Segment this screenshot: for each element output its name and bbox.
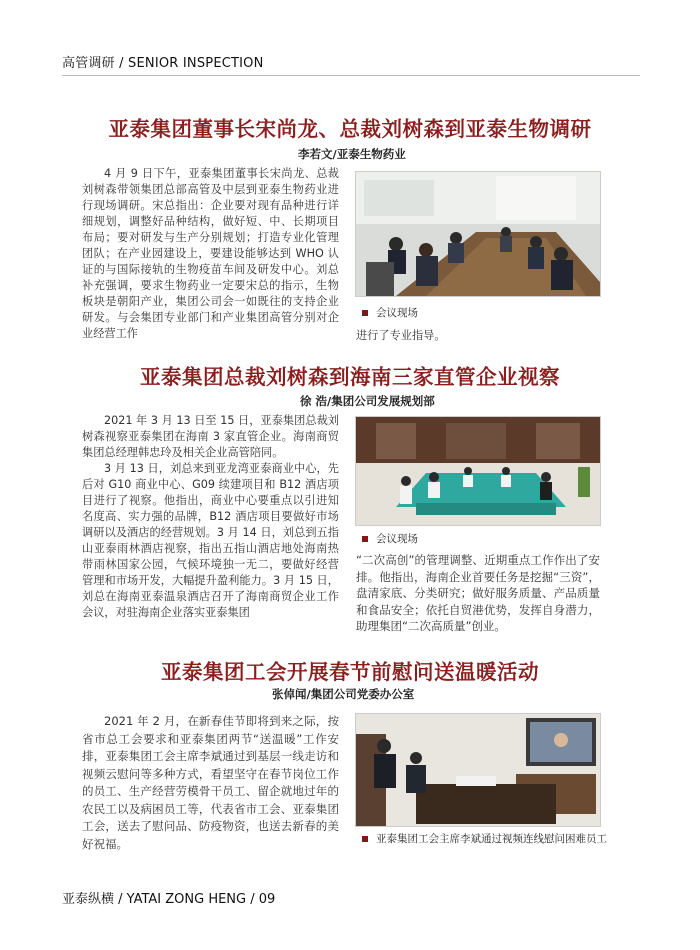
- article-2-body: [82, 413, 339, 621]
- article-2-title: 亚泰集团总裁刘树森到海南三家直管企业视察: [140, 365, 560, 389]
- caption-text: 会议现场: [376, 533, 418, 545]
- article-1-photo: [355, 171, 601, 297]
- article-1-byline: 李若文/亚泰生物药业: [298, 147, 406, 161]
- article-2-photo: [355, 416, 601, 526]
- caption-text: 会议现场: [376, 307, 418, 319]
- article-3-body: 2021 年 2 月，在新春佳节即将到来之际，按省市总工会要求和亚泰集团两节“送温暖”工作安排，亚泰集团工会主席李斌通过到基层一线走访和视频云慰问等多种方式，看望坚守在春节岗位工作的员工、生产经营劳模骨干员工、留企就地过年的农民工以及病困员工等，代表省市工会、亚泰集团工会，送去了慰问品、防疫物资，也送去新春的美好祝福。: [82, 714, 339, 851]
- article-1-caption: [362, 305, 418, 320]
- article-2-byline: 徐 浩/集团公司发展规划部: [300, 394, 435, 408]
- article-3-title: 亚泰集团工会开展春节前慰问送温暖活动: [161, 660, 539, 684]
- caption-marker-icon: [362, 310, 368, 316]
- conference-table-photo: [356, 417, 600, 525]
- video-call-photo: [356, 714, 600, 826]
- page-header: 高管调研 / SENIOR INSPECTION: [62, 56, 264, 71]
- meeting-room-photo: [356, 172, 600, 296]
- article-2-paragraph-1: 2021 年 3 月 13 日至 15 日，亚泰集团总裁刘树森视察亚泰集团在海南 3 家直管企业。海南商贸集团总经理韩忠玲及相关企业高管陪同。: [82, 414, 339, 459]
- caption-marker-icon: [362, 536, 368, 542]
- article-2-paragraph-2: 3 月 13 日，刘总来到亚龙湾亚泰商业中心，先后对 G10 商业中心、G09 续建项目和 B12 酒店项目进行了视察。他指出，商业中心要重点以引进知名度高、实力强的品牌，B12 酒店项目要做好市场调研以及酒店的经营规划。3 月 14 日，刘总到五指山亚泰雨林酒店视察，指出五指山酒店地处海南热带雨林国家公园，气候环境独一无二，要做好经营管理和市场开发，大幅提升盈利能力。3 月 15 日，刘总在海南亚泰温泉酒店召开了海南商贸企业工作会议，对驻海南企业落实亚泰集团: [82, 462, 339, 619]
- article-3-photo: [355, 713, 601, 827]
- article-1-body-continued: 进行了专业指导。: [356, 329, 446, 342]
- article-3-byline: 张倬闻/集团公司党委办公室: [272, 687, 415, 701]
- article-1-body: 4 月 9 日下午，亚泰集团董事长宋尚龙、总裁刘树森带领集团总部高管及中层到亚泰生物药业进行现场调研。宋总指出：企业要对现有品种进行详细规划，调整好品种结构，做好短、中、长期项目布局；要对研发与生产分别规划；打造专业化管理团队；在产业园建设上，要建设能够达到 WHO 认证的与国际接轨的生物疫苗车间及研发中心。刘总补充强调，要求生物药业一定要宋总的指示，生物板块是朝阳产业，集团公司会一如既往的支持企业研发。与会集团专业部门和产业集团高管分别对企业经营工作: [82, 167, 339, 340]
- page-footer: 亚泰纵横 / YATAI ZONG HENG / 09: [62, 892, 276, 907]
- article-2-body-right: “二次高创”的管理调整、近期重点工作作出了安排。他指出，海南企业首要任务是挖掘“三资”，盘清家底、分类研究；做好服务质量、产品质量和食品安全；依托自贸港优势，发挥自身潜力，助理集团“二次高质量”创业。: [356, 553, 600, 633]
- caption-marker-icon: [362, 836, 368, 842]
- header-divider: [62, 75, 640, 76]
- article-1-title: 亚泰集团董事长宋尚龙、总裁刘树森到亚泰生物调研: [108, 117, 592, 141]
- caption-text: 亚泰集团工会主席李斌通过视频连线慰问困难员工: [376, 833, 607, 845]
- article-2-caption: [362, 531, 418, 546]
- article-3-caption: [362, 831, 607, 846]
